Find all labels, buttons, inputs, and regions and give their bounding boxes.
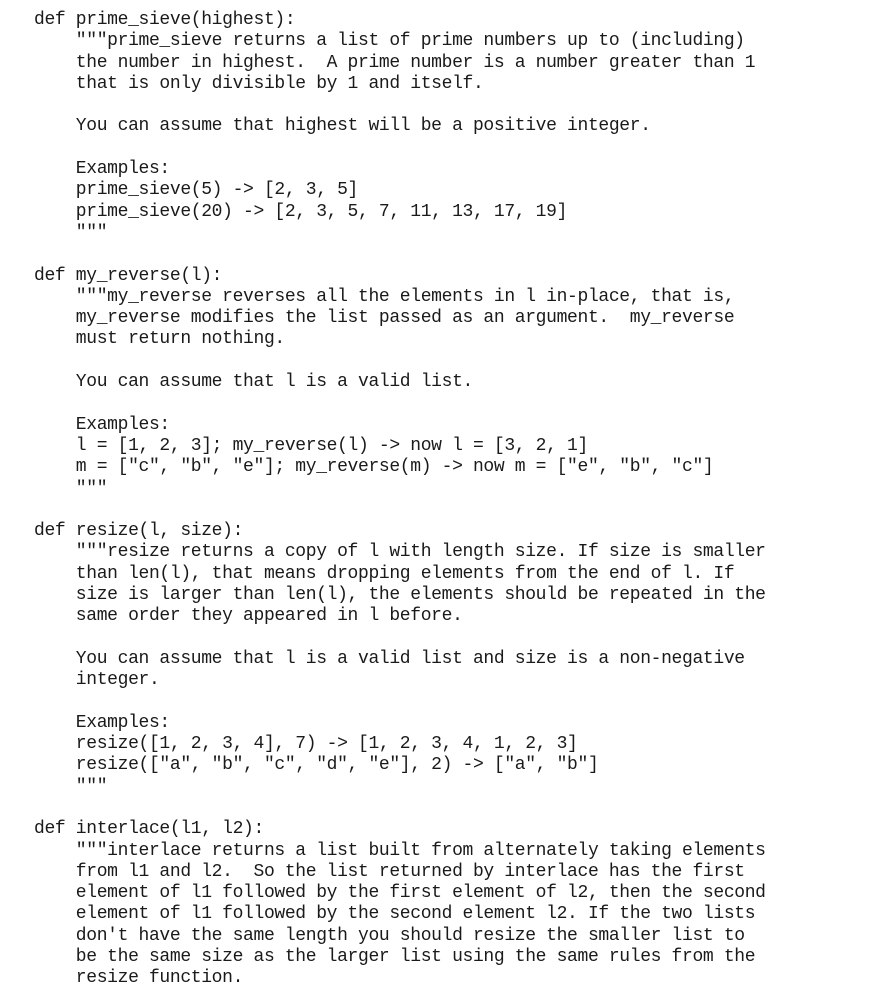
- code-line: same order they appeared in l before.: [34, 606, 463, 627]
- code-line: resize(["a", "b", "c", "d", "e"], 2) -> ["a", "b"]: [34, 755, 599, 776]
- code-line: size is larger than len(l), the elements should be repeated in the: [34, 585, 766, 606]
- code-line: """resize returns a copy of l with length size. If size is smaller: [34, 542, 766, 563]
- code-line: don't have the same length you should resize the smaller list to: [34, 925, 745, 946]
- code-line: def my_reverse(l):: [34, 265, 223, 286]
- code-line: element of l1 followed by the second element l2. If the two lists: [34, 904, 756, 925]
- code-line: Examples:: [34, 712, 170, 733]
- code-line: """: [34, 222, 108, 243]
- code-line: from l1 and l2. So the list returned by interlace has the first: [34, 861, 745, 882]
- code-line: integer.: [34, 670, 160, 691]
- code-line: [34, 500, 766, 521]
- code-line: [34, 244, 766, 265]
- code-line: resize([1, 2, 3, 4], 7) -> [1, 2, 3, 4, 1, 2, 3]: [34, 734, 578, 755]
- code-line: You can assume that highest will be a positive integer.: [34, 116, 651, 137]
- code-line: prime_sieve(20) -> [2, 3, 5, 7, 11, 13, 17, 19]: [34, 201, 568, 222]
- code-line: """my_reverse reverses all the elements in l in-place, that is,: [34, 286, 735, 307]
- code-line: [34, 351, 766, 372]
- code-line: def interlace(l1, l2):: [34, 819, 264, 840]
- code-line: Examples:: [34, 414, 170, 435]
- code-line: [34, 393, 766, 414]
- code-line: def prime_sieve(highest):: [34, 10, 296, 30]
- code-line: def resize(l, size):: [34, 521, 244, 542]
- code-line: my_reverse modifies the list passed as an argument. my_reverse: [34, 308, 735, 329]
- code-line: the number in highest. A prime number is a number greater than 1: [34, 52, 756, 73]
- code-line: be the same size as the larger list using the same rules from the: [34, 947, 756, 968]
- code-line: resize function.: [34, 968, 244, 989]
- code-line: Examples:: [34, 159, 170, 180]
- code-listing: [34, 10, 766, 990]
- code-line: """: [34, 776, 108, 797]
- code-line: must return nothing.: [34, 329, 285, 350]
- code-line: """interlace returns a list built from alternately taking elements: [34, 840, 766, 861]
- code-line: m = ["c", "b", "e"]; my_reverse(m) -> now m = ["e", "b", "c"]: [34, 457, 714, 478]
- code-line: that is only divisible by 1 and itself.: [34, 73, 484, 94]
- code-line: """: [34, 478, 108, 499]
- code-line: [34, 798, 766, 819]
- code-line: You can assume that l is a valid list.: [34, 372, 473, 393]
- code-line: than len(l), that means dropping elements from the end of l. If: [34, 563, 735, 584]
- code-line: element of l1 followed by the first element of l2, then the second: [34, 883, 766, 904]
- code-line: You can assume that l is a valid list and size is a non-negative: [34, 648, 745, 669]
- code-line: [34, 138, 766, 159]
- code-line: [34, 95, 766, 116]
- code-line: prime_sieve(5) -> [2, 3, 5]: [34, 180, 359, 201]
- code-line: """prime_sieve returns a list of prime numbers up to (including): [34, 31, 745, 52]
- code-line: [34, 628, 766, 649]
- code-line: [34, 692, 766, 713]
- code-line: l = [1, 2, 3]; my_reverse(l) -> now l = [3, 2, 1]: [34, 435, 588, 456]
